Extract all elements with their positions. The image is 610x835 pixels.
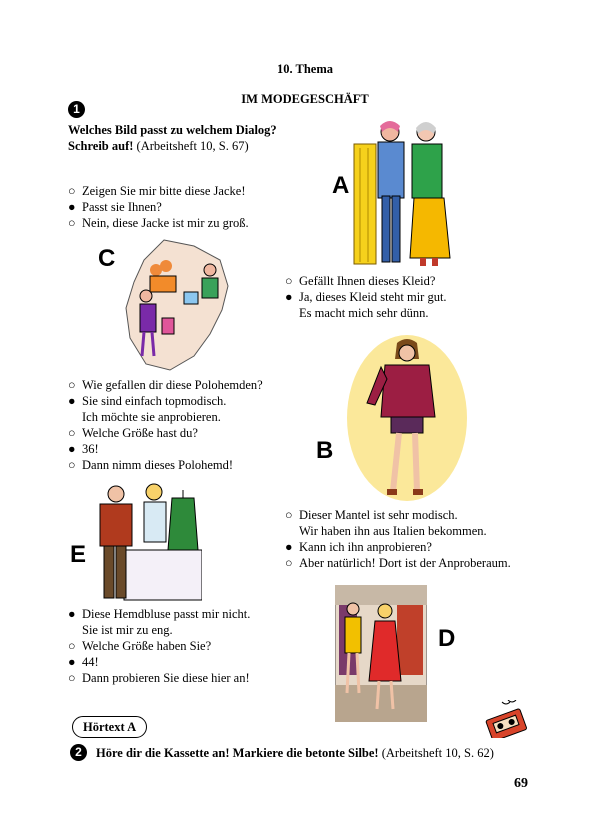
dialog-line: ● 36! bbox=[68, 442, 99, 456]
dialog-line: ○ Welche Größe hast du? bbox=[68, 426, 198, 440]
illustration-a bbox=[352, 118, 456, 270]
exercise-number-1: 1 bbox=[68, 101, 85, 118]
picture-label-a: A bbox=[332, 172, 350, 199]
cassette-icon bbox=[484, 700, 528, 738]
dialog-line: Sie ist mir zu eng. bbox=[82, 623, 173, 637]
dialog-line: ● Sie sind einfach topmodisch. bbox=[68, 394, 227, 408]
illustration-b bbox=[345, 333, 470, 503]
dialog-line: ○ Dann nimm dieses Polohemd! bbox=[68, 458, 234, 472]
dialog-line: ○ Welche Größe haben Sie? bbox=[68, 639, 212, 653]
dialog-line: ● Diese Hemdbluse passt mir nicht. bbox=[68, 607, 251, 621]
picture-label-c: C bbox=[98, 245, 116, 272]
illustration-e bbox=[94, 480, 202, 605]
page-title: IM MODEGESCHÄFT bbox=[241, 92, 369, 106]
dialog-line: Ich möchte sie anprobieren. bbox=[82, 410, 221, 424]
dialog-line: ○ Dann probieren Sie diese hier an! bbox=[68, 671, 250, 685]
dialog-line: Es macht mich sehr dünn. bbox=[299, 306, 429, 320]
hoertext-label: Hörtext A bbox=[72, 716, 147, 738]
dialog-line: ○ Wie gefallen dir diese Polohemden? bbox=[68, 378, 263, 392]
dialog-line: Wir haben ihn aus Italien bekommen. bbox=[299, 524, 487, 538]
exercise2-instruction: Höre dir die Kassette an! Markiere die betonte Silbe! (Arbeitsheft 10, S. 62) bbox=[96, 746, 494, 760]
illustration-c bbox=[124, 238, 234, 373]
dialog-line: ● 44! bbox=[68, 655, 99, 669]
exercise1-instruction-2: Schreib auf! (Arbeitsheft 10, S. 67) bbox=[68, 139, 249, 153]
picture-label-e: E bbox=[70, 541, 87, 568]
dialog-line: ○ Gefällt Ihnen dieses Kleid? bbox=[285, 274, 436, 288]
exercise-number-2: 2 bbox=[70, 744, 87, 761]
dialog-line: ○ Aber natürlich! Dort ist der Anproberaum. bbox=[285, 556, 511, 570]
picture-label-d: D bbox=[438, 625, 456, 652]
illustration-d bbox=[335, 585, 427, 722]
exercise1-instruction: Welches Bild passt zu welchem Dialog? bbox=[68, 123, 277, 137]
theme-heading: 10. Thema bbox=[276, 62, 334, 76]
dialog-line: ● Kann ich ihn anprobieren? bbox=[285, 540, 432, 554]
dialog-line: ○ Dieser Mantel ist sehr modisch. bbox=[285, 508, 458, 522]
dialog-line: ● Passt sie Ihnen? bbox=[68, 200, 162, 214]
page-number: 69 bbox=[514, 776, 528, 791]
dialog-line: ○ Nein, diese Jacke ist mir zu groß. bbox=[68, 216, 249, 230]
dialog-line: ● Ja, dieses Kleid steht mir gut. bbox=[285, 290, 447, 304]
picture-label-b: B bbox=[316, 437, 334, 464]
dialog-line: ○ Zeigen Sie mir bitte diese Jacke! bbox=[68, 184, 246, 198]
